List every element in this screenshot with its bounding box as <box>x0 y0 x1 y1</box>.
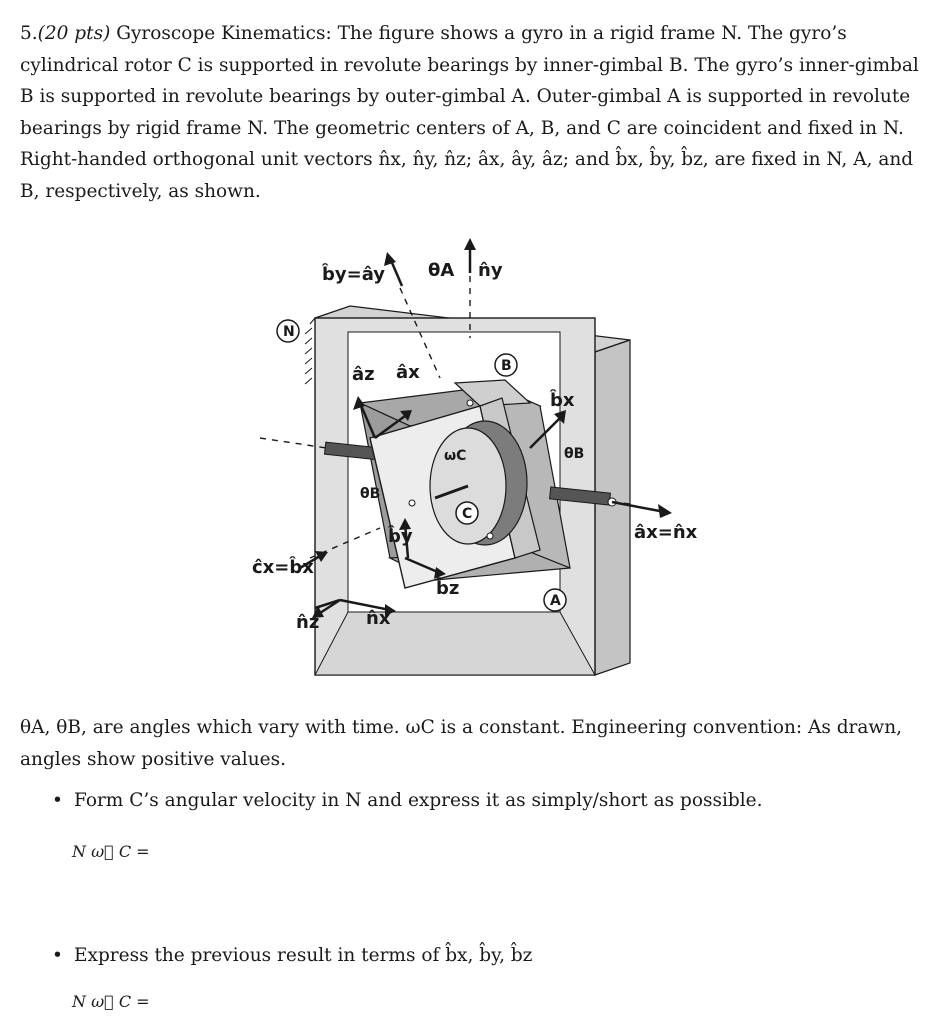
label-bx: b̂x <box>550 390 575 411</box>
problem-intro <box>20 18 932 207</box>
problem-text: The figure shows a gyro in a rigid frame N. The gyro’s cylindrical rotor C is supported in revolute bearings by inner-gimbal B. The gyro’s inner-gimbal B is supported in revolute bearings by outer-gimbal A. Outer-gimbal A is supported in revolute bearings by rigid frame N. The geometric centers of A, B, and C are coincident and fixed in N. Right-handed orthogonal unit vectors n̂x, n̂y, n̂z; âx, ây, âz; and b̂x, b̂y, b̂z, are fixed in N, A, and B, respectively, as shown. <box>20 23 919 202</box>
problem-number: 5. <box>20 23 38 44</box>
label-nx: n̂x <box>366 608 391 629</box>
label-ax-nx: âx=n̂x <box>634 522 698 543</box>
label-omega-c: ωC <box>444 448 467 464</box>
answer-2-label: N ω⃗ C = <box>72 992 150 1011</box>
statement: θA, θB, are angles which vary with time. ωC is a constant. Engineering convention: As drawn, angles show positive values. <box>20 717 903 770</box>
task-2 <box>52 941 532 971</box>
task-2-bullet: • <box>52 945 63 966</box>
label-a-circle: A <box>550 593 561 609</box>
label-ax: âx <box>396 362 420 383</box>
label-az: âz <box>352 364 375 385</box>
label-ny: n̂y <box>478 260 503 281</box>
label-theta-a: θA <box>428 260 455 281</box>
answer-1-label: N ω⃗ C = <box>72 842 150 861</box>
label-by-ay: b̂y=ây <box>322 264 386 285</box>
task-1 <box>52 786 762 816</box>
problem-title: Gyroscope Kinematics: <box>116 23 332 44</box>
label-theta-b-left: θB <box>360 486 381 502</box>
label-b-circle: B <box>501 358 512 374</box>
label-bz: b̂z <box>436 578 460 599</box>
task-1-text: Form C’s angular velocity in N and express it as simply/short as possible. <box>74 790 763 811</box>
task-1-bullet: • <box>52 790 63 811</box>
label-n-circle: N <box>283 324 295 340</box>
label-by: b̂y <box>388 526 413 547</box>
label-c-circle: C <box>462 506 473 522</box>
problem-points: (20 pts) <box>37 23 111 44</box>
task-2-text: Express the previous result in terms of b̂x, b̂y, b̂z <box>74 945 533 966</box>
label-cx-bx: ĉx=b̂x <box>252 557 314 578</box>
gyroscope-figure <box>240 228 720 688</box>
label-theta-b-right: θB <box>564 446 585 462</box>
label-nz: n̂z <box>296 612 320 633</box>
